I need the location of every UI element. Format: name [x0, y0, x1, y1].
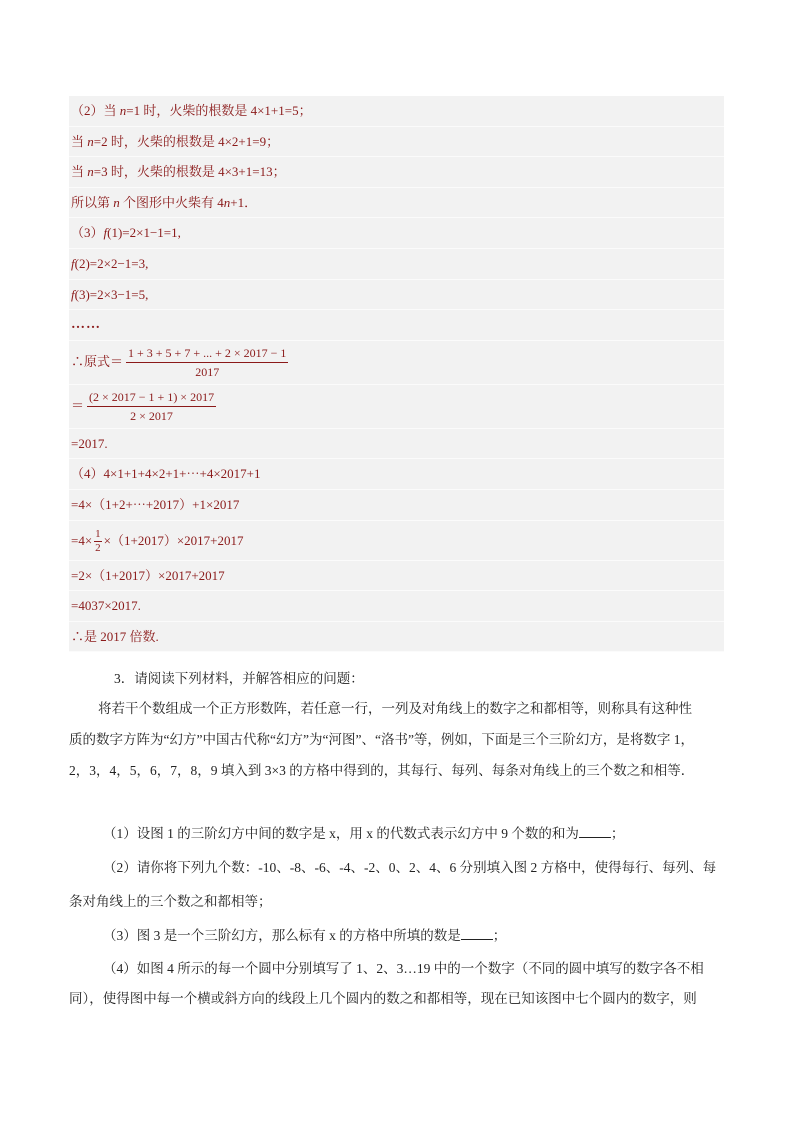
solution-line-5: （3）f(1)=2×1−1=1, [69, 218, 724, 249]
answer-blank-3[interactable] [461, 927, 493, 940]
question-4-line-1: （4）如图 4 所示的每一个圆中分别填写了 1、2、3…19 中的一个数字（不同的圆中填写的数字各不相 [103, 961, 704, 976]
question-2-line-2: 条对角线上的三个数之和都相等； [69, 894, 272, 909]
solution-line-1: （2）当 n=1 时，火柴的根数是 4×1+1=5； [69, 96, 724, 127]
fraction-half: $\frac{1}{2}$ [95, 528, 101, 555]
solution-line-4: 所以第 n 个图形中火柴有 4n+1． [69, 188, 724, 219]
solution-line-15: =2×（1+2017）×2017+2017 [69, 561, 724, 592]
solution-line-7: f(3)=2×3−1=5, [69, 280, 724, 311]
solution-line-10: ＝ $\frac{(2 \times 2017 - 1 + 1) \times 2017}{2 \times 2017}$ [69, 385, 724, 429]
problem-paragraph-line-1: 将若干个数组成一个正方形数阵，若任意一行，一列及对角线上的数字之和都相等，则称具有这种性 [98, 701, 692, 716]
solution-line-13: =4×（1+2+⋯+2017）+1×2017 [69, 490, 724, 521]
fraction-1: $\frac{1 + 3 + 5 + 7 + ... + 2 \times 2017 - 1}{2017}$ [128, 345, 287, 379]
solution-line-12: （4）4×1+1+4×2+1+⋯+4×2017+1 [69, 459, 724, 490]
question-1: （1）设图 1 的三阶幻方中间的数字是 x，用 x 的代数式表示幻方中 9 个数的和为 ； [103, 826, 625, 841]
question-3: （3）图 3 是一个三阶幻方，那么标有 x 的方格中所填的数是 ； [103, 928, 507, 943]
problem-title: 3．请阅读下列材料，并解答相应的问题： [114, 671, 364, 686]
problem-paragraph-line-3: 2，3，4，5，6，7，8，9 填入到 3×3 的方格中得到的，其每行、每列、每条对角线上的三个数之和相等． [69, 763, 695, 778]
question-2-line-1: （2）请你将下列九个数：-10、-8、-6、-4、-2、0、2、4、6 分别填入图 2 方格中，使得每行、每列、每 [103, 860, 717, 875]
solution-block [69, 96, 724, 652]
question-4-line-2: 同），使得图中每一个横或斜方向的线段上几个圆内的数之和都相等，现在已知该图中七个圆内的数字，则 [69, 991, 697, 1006]
answer-blank-1[interactable] [579, 825, 611, 838]
solution-ellipsis: …… [69, 310, 724, 341]
solution-line-17: ∴是 2017 倍数. [69, 622, 724, 653]
fraction-2: $\frac{(2 \times 2017 - 1 + 1) \times 2017}{2 \times 2017}$ [89, 389, 215, 423]
solution-line-2: 当 n=2 时，火柴的根数是 4×2+1=9； [69, 127, 724, 158]
solution-line-6: f(2)=2×2−1=3, [69, 249, 724, 280]
problem-paragraph-line-2: 质的数字方阵为“幻方”中国古代称“幻方”为“河图”、“洛书”等，例如，下面是三个三阶幻方，是将数字 1， [69, 732, 695, 747]
solution-line-16: =4037×2017. [69, 591, 724, 622]
solution-line-3: 当 n=3 时，火柴的根数是 4×3+1=13； [69, 157, 724, 188]
solution-line-14: =4× $\frac{1}{2}$ ×（1+2017）×2017+2017 [69, 521, 724, 561]
solution-line-9: ∴原式＝ $\frac{1 + 3 + 5 + 7 + ... + 2 \times 2017 - 1}{2017}$ [69, 341, 724, 385]
solution-line-11: =2017. [69, 429, 724, 460]
